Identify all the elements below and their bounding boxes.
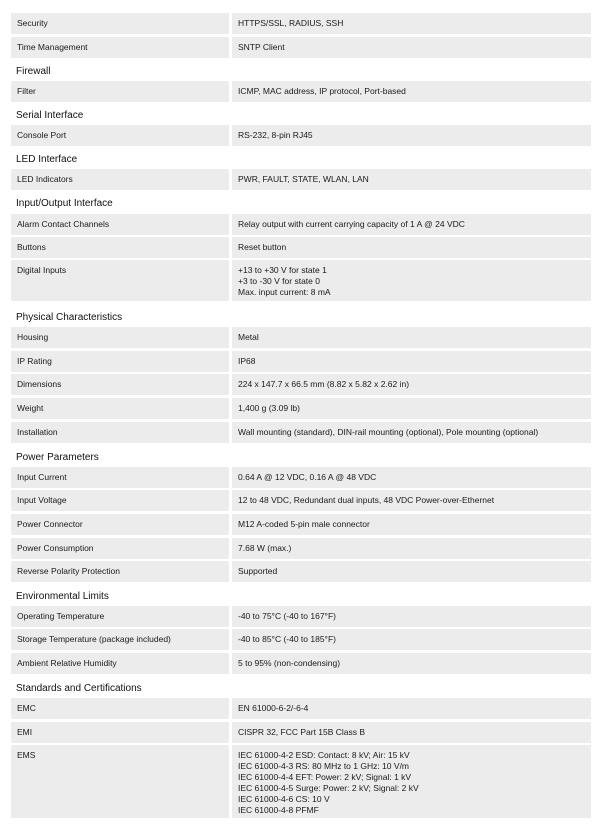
spec-value (232, 398, 591, 419)
spec-row-reverse-polarity-protection (11, 561, 591, 582)
spec-value-line: EN 61000-6-2/-6-4 (238, 703, 309, 713)
section-heading-environmental-limits: Environmental Limits (16, 591, 109, 602)
spec-row-filter (11, 81, 591, 102)
spec-value (232, 745, 591, 818)
spec-value (232, 169, 591, 190)
spec-row-digital-inputs (11, 260, 591, 301)
spec-value-line: ICMP, MAC address, IP protocol, Port-based (238, 86, 406, 96)
spec-value-line: -40 to 85°C (-40 to 185°F) (238, 634, 336, 644)
spec-row-dimensions (11, 374, 591, 395)
spec-row-emc (11, 698, 591, 719)
spec-label: Input Current (11, 467, 229, 488)
spec-label: Console Port (11, 125, 229, 146)
spec-value-line: CISPR 32, FCC Part 15B Class B (238, 727, 366, 737)
spec-row-installation (11, 422, 591, 443)
spec-row-storage-temperature-package-included (11, 629, 591, 650)
spec-value-line: Max. input current: 8 mA (238, 287, 331, 297)
spec-value (232, 538, 591, 559)
spec-value-line: Reset button (238, 242, 287, 252)
spec-label: Installation (11, 422, 229, 443)
spec-value (232, 561, 591, 582)
spec-value-line: IEC 61000-4-3 RS: 80 MHz to 1 GHz: 10 V/m (238, 761, 410, 771)
spec-value-line: Relay output with current carrying capacity of 1 A @ 24 VDC (238, 219, 465, 229)
spec-row-input-current (11, 467, 591, 488)
spec-label: Alarm Contact Channels (11, 214, 229, 235)
spec-row-power-consumption (11, 538, 591, 559)
spec-row-ems (11, 745, 591, 818)
spec-value-line: IEC 61000-4-2 ESD: Contact: 8 kV; Air: 15 kV (238, 750, 410, 760)
spec-value (232, 374, 591, 395)
spec-value-line: RS-232, 8-pin RJ45 (238, 130, 313, 140)
spec-row-security (11, 13, 591, 34)
spec-value-line: 1,400 g (3.09 lb) (238, 403, 300, 413)
spec-label: Input Voltage (11, 490, 229, 511)
spec-value-line: 7.68 W (max.) (238, 543, 292, 553)
spec-value (232, 490, 591, 511)
spec-value (232, 606, 591, 627)
spec-value-line: Metal (238, 332, 259, 342)
spec-value-line: -40 to 75°C (-40 to 167°F) (238, 611, 336, 621)
spec-value (232, 514, 591, 535)
spec-value-line: +13 to +30 V for state 1 (238, 265, 327, 275)
spec-value (232, 351, 591, 372)
spec-label: Filter (11, 81, 229, 102)
spec-value-line: 12 to 48 VDC, Redundant dual inputs, 48 VDC Power-over-Ethernet (238, 495, 495, 505)
spec-value (232, 125, 591, 146)
spec-value-line: Wall mounting (standard), DIN-rail mounting (optional), Pole mounting (optional) (238, 427, 539, 437)
spec-row-operating-temperature (11, 606, 591, 627)
spec-value (232, 237, 591, 258)
spec-row-ambient-relative-humidity (11, 653, 591, 674)
section-heading-firewall: Firewall (16, 66, 51, 77)
spec-value (232, 13, 591, 34)
spec-label: Ambient Relative Humidity (11, 653, 229, 674)
spec-label: Storage Temperature (package included) (11, 629, 229, 650)
spec-value-line: 5 to 95% (non-condensing) (238, 658, 341, 668)
section-heading-physical-characteristics: Physical Characteristics (16, 312, 123, 323)
section-heading-led-interface: LED Interface (16, 154, 78, 165)
spec-label: Power Consumption (11, 538, 229, 559)
spec-label: Reverse Polarity Protection (11, 561, 229, 582)
spec-value-line: IEC 61000-4-8 PFMF (238, 805, 319, 815)
spec-label: Operating Temperature (11, 606, 229, 627)
spec-row-time-management (11, 37, 591, 58)
section-heading-input-output-interface: Input/Output Interface (16, 198, 113, 209)
spec-value (232, 722, 591, 743)
spec-label: Time Management (11, 37, 229, 58)
spec-value-line: +3 to -30 V for state 0 (238, 276, 320, 286)
spec-value-line: 224 x 147.7 x 66.5 mm (8.82 x 5.82 x 2.62 in) (238, 379, 410, 389)
spec-value (232, 698, 591, 719)
spec-label: Weight (11, 398, 229, 419)
spec-value-line: IEC 61000-4-4 EFT: Power: 2 kV; Signal: 1 kV (238, 772, 412, 782)
spec-row-console-port (11, 125, 591, 146)
spec-row-buttons (11, 237, 591, 258)
section-heading-standards-and-certifications: Standards and Certifications (16, 683, 142, 694)
spec-label: EMS (11, 745, 229, 818)
spec-label: LED Indicators (11, 169, 229, 190)
spec-row-emi (11, 722, 591, 743)
spec-label: EMI (11, 722, 229, 743)
spec-value-line: Supported (238, 566, 278, 576)
spec-label: Dimensions (11, 374, 229, 395)
spec-row-alarm-contact-channels (11, 214, 591, 235)
spec-label: Buttons (11, 237, 229, 258)
section-heading-power-parameters: Power Parameters (16, 452, 99, 463)
spec-row-power-connector (11, 514, 591, 535)
spec-value-line: IEC 61000-4-5 Surge: Power: 2 kV; Signal: 2 kV (238, 783, 419, 793)
spec-label: Security (11, 13, 229, 34)
spec-value (232, 422, 591, 443)
spec-value-line: IEC 61000-4-6 CS: 10 V (238, 794, 330, 804)
spec-value (232, 467, 591, 488)
spec-value-line: 0.64 A @ 12 VDC, 0.16 A @ 48 VDC (238, 472, 377, 482)
spec-value-line: SNTP Client (238, 42, 285, 52)
spec-value (232, 37, 591, 58)
spec-row-weight (11, 398, 591, 419)
spec-value-line: IP68 (238, 356, 256, 366)
section-heading-serial-interface: Serial Interface (16, 110, 84, 121)
spec-label: EMC (11, 698, 229, 719)
spec-value-line: HTTPS/SSL, RADIUS, SSH (238, 18, 344, 28)
spec-label: IP Rating (11, 351, 229, 372)
spec-value (232, 653, 591, 674)
spec-value (232, 214, 591, 235)
spec-value-line: M12 A-coded 5-pin male connector (238, 519, 370, 529)
spec-label: Digital Inputs (11, 260, 229, 301)
spec-label: Power Connector (11, 514, 229, 535)
spec-row-input-voltage (11, 490, 591, 511)
spec-row-led-indicators (11, 169, 591, 190)
spec-row-ip-rating (11, 351, 591, 372)
spec-value (232, 81, 591, 102)
spec-value (232, 260, 591, 301)
spec-label: Housing (11, 327, 229, 348)
spec-value (232, 629, 591, 650)
spec-value (232, 327, 591, 348)
spec-value-line: PWR, FAULT, STATE, WLAN, LAN (238, 174, 369, 184)
spec-row-housing (11, 327, 591, 348)
